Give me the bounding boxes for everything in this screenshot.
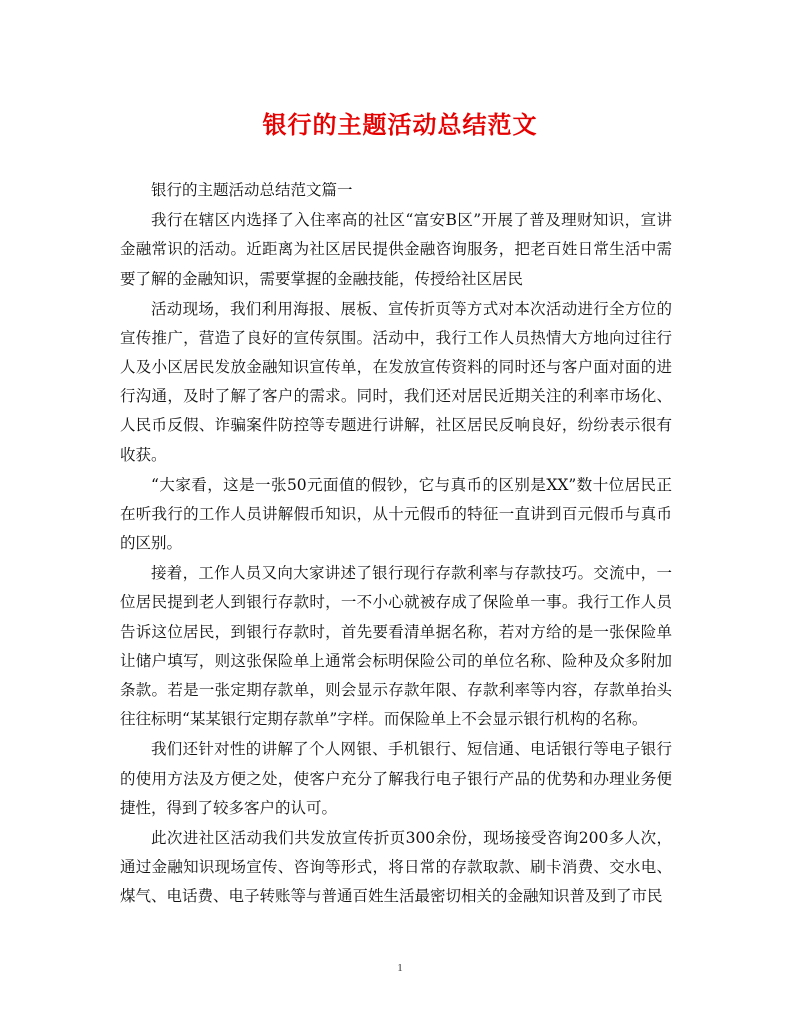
- paragraph: “大家看，这是一张50元面值的假钞，它与真币的区别是XX”数十位居民正在听我行的工作人员讲解假币知识，从十元假币的特征一直讲到百元假币与真币的区别。: [120, 475, 672, 553]
- page-number: 1: [397, 962, 403, 974]
- paragraph: 接着，工作人员又向大家讲述了银行现行存款利率与存款技巧。交流中，一位居民提到老人到银行存款时，一不小心就被存成了保险单一事。我行工作人员告诉这位居民，到银行存款时，首先要看清单据名称，若对方给的是一张保险单让储户填写，则这张保险单上通常会标明保险公司的单位名称、险种及众多附加条款。若是一张定期存款单，则会显示存款年限、存款利率等内容，存款单抬头往往标明“某某银行定期存款单”字样。而保险单上不会显示银行机构的名称。: [120, 564, 672, 729]
- document-title: 银行的主题活动总结范文: [262, 110, 538, 139]
- paragraph: 此次进社区活动我们共发放宣传折页300余份，现场接受咨询200多人次，通过金融知识现场宣传、咨询等形式，将日常的存款取款、刷卡消费、交水电、煤气、电话费、电子转账等与普通百姓生活最密切相关的金融知识普及到了市民: [120, 828, 672, 906]
- section-heading: 银行的主题活动总结范文篇一: [151, 181, 353, 199]
- paragraph: 活动现场，我们利用海报、展板、宣传折页等方式对本次活动进行全方位的宣传推广，营造了良好的宣传氛围。活动中，我行工作人员热情大方地向过往行人及小区居民发放金融知识宣传单，在发放宣传资料的同时还与客户面对面的进行沟通，及时了解了客户的需求。同时，我们还对居民近期关注的利率市场化、人民币反假、诈骗案件防控等专题进行讲解，社区居民反响良好，纷纷表示很有收获。: [120, 299, 672, 464]
- document-body: [120, 176, 672, 912]
- paragraph: 我们还针对性的讲解了个人网银、手机银行、短信通、电话银行等电子银行的使用方法及方便之处，使客户充分了解我行电子银行产品的优势和办理业务便捷性，得到了较多客户的认可。: [120, 740, 672, 817]
- paragraph: 我行在辖区内选择了入住率高的社区“富安B区”开展了普及理财知识，宣讲金融常识的活动。近距离为社区居民提供金融咨询服务，把老百姓日常生活中需要了解的金融知识，需要掌握的金融技能，传授给社区居民: [120, 211, 672, 288]
